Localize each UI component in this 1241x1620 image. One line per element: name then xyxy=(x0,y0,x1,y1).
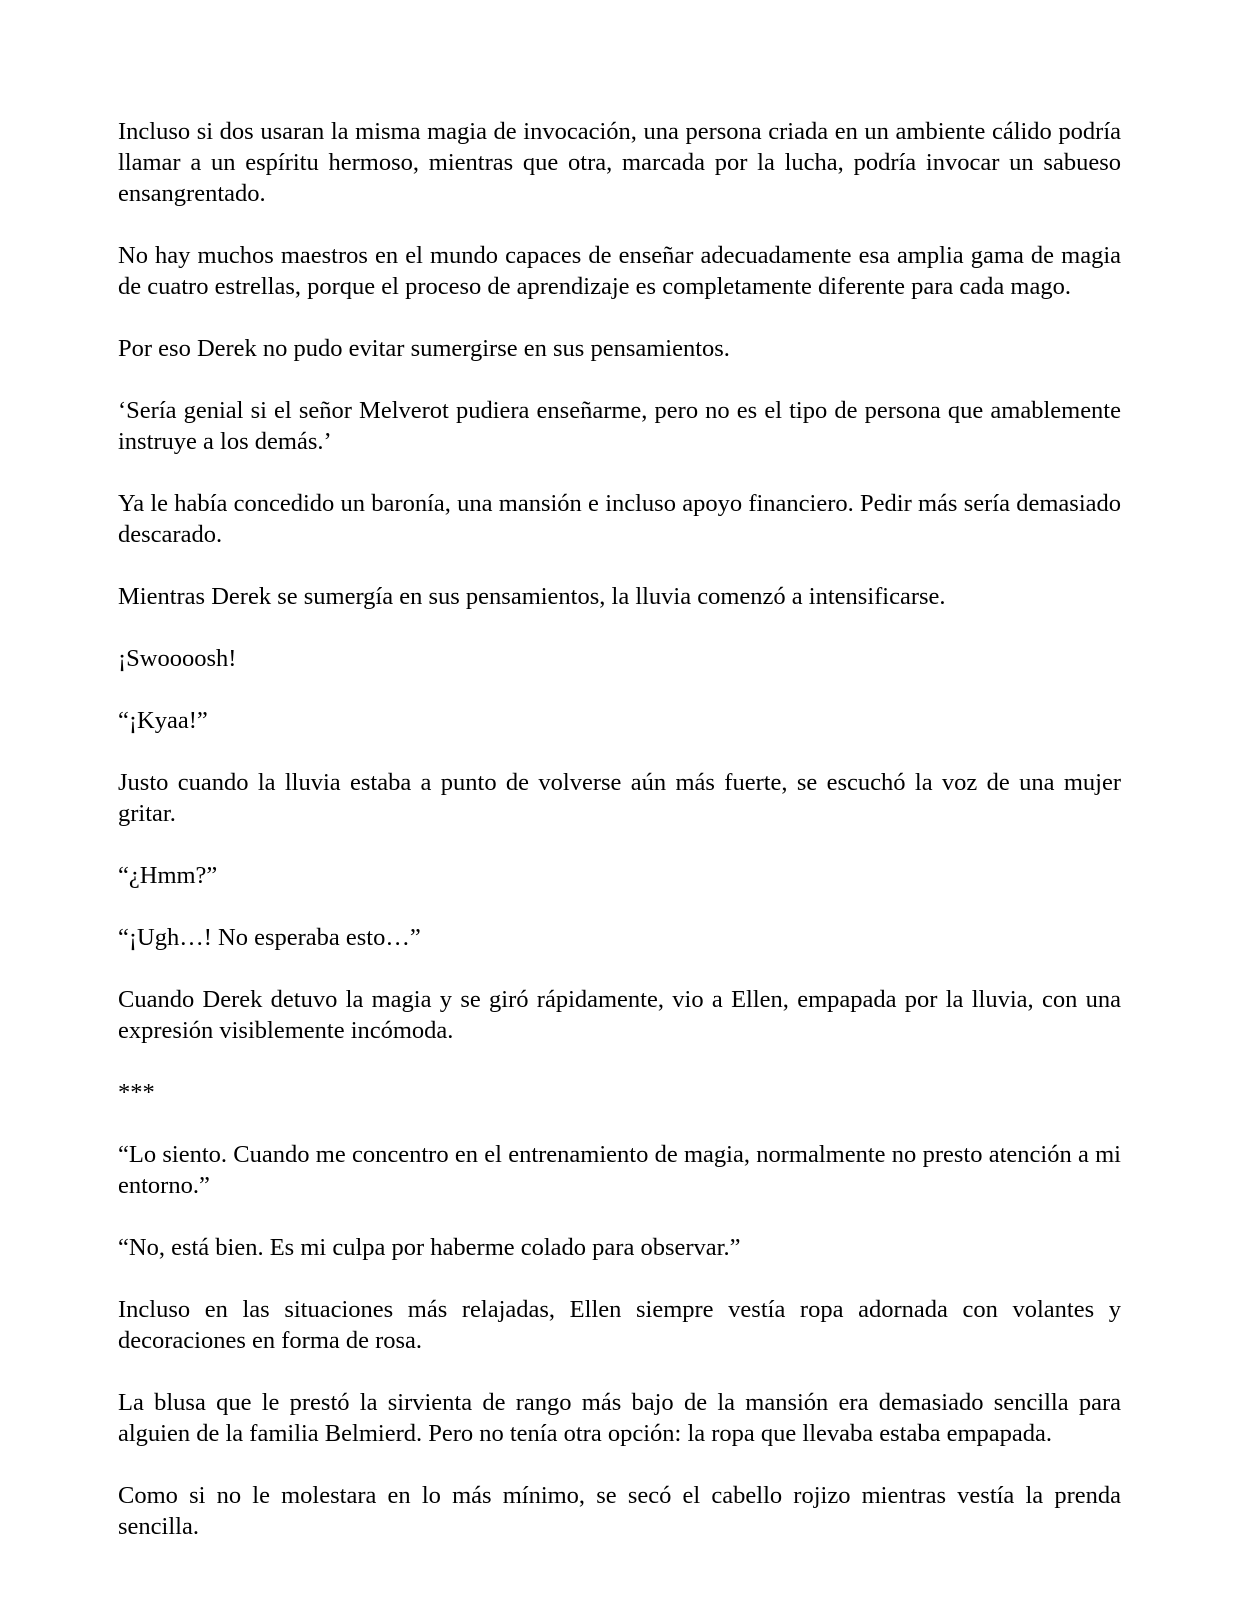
paragraph: “¡Ugh…! No esperaba esto…” xyxy=(118,924,421,951)
document-body xyxy=(118,116,1121,1542)
paragraph: La blusa que le prestó la sirvienta de rango más bajo de la mansión era demasiado sencilla para alguien de la familia Belmierd. Pero no tenía otra opción: la ropa que llevaba estaba empapada. xyxy=(118,1389,1121,1447)
paragraph: “¿Hmm?” xyxy=(118,862,218,889)
paragraph: ¡Swoooosh! xyxy=(118,645,237,672)
paragraph: Como si no le molestara en lo más mínimo, se secó el cabello rojizo mientras vestía la prenda sencilla. xyxy=(118,1482,1121,1540)
paragraph: Mientras Derek se sumergía en sus pensamientos, la lluvia comenzó a intensificarse. xyxy=(118,583,946,610)
paragraph: ‘Sería genial si el señor Melverot pudiera enseñarme, pero no es el tipo de persona que amablemente instruye a los demás.’ xyxy=(118,397,1121,455)
paragraph: “¡Kyaa!” xyxy=(118,707,208,734)
paragraph: Incluso en las situaciones más relajadas, Ellen siempre vestía ropa adornada con volantes y decoraciones en forma de rosa. xyxy=(118,1296,1121,1354)
paragraph: Incluso si dos usaran la misma magia de invocación, una persona criada en un ambiente cálido podría llamar a un espíritu hermoso, mientras que otra, marcada por la lucha, podría invocar un sabueso ensangrentado. xyxy=(118,118,1121,207)
paragraph: No hay muchos maestros en el mundo capaces de enseñar adecuadamente esa amplia gama de magia de cuatro estrellas, porque el proceso de aprendizaje es completamente diferente para cada mago. xyxy=(118,242,1121,300)
paragraph: Por eso Derek no pudo evitar sumergirse en sus pensamientos. xyxy=(118,335,730,362)
scene-break: *** xyxy=(118,1079,155,1106)
paragraph: Ya le había concedido un baronía, una mansión e incluso apoyo financiero. Pedir más sería demasiado descarado. xyxy=(118,490,1121,548)
paragraph: “No, está bien. Es mi culpa por haberme colado para observar.” xyxy=(118,1234,741,1261)
paragraph: Cuando Derek detuvo la magia y se giró rápidamente, vio a Ellen, empapada por la lluvia, con una expresión visiblemente incómoda. xyxy=(118,986,1121,1044)
paragraph: “Lo siento. Cuando me concentro en el entrenamiento de magia, normalmente no presto atención a mi entorno.” xyxy=(118,1141,1121,1199)
paragraph: Justo cuando la lluvia estaba a punto de volverse aún más fuerte, se escuchó la voz de una mujer gritar. xyxy=(118,769,1121,827)
